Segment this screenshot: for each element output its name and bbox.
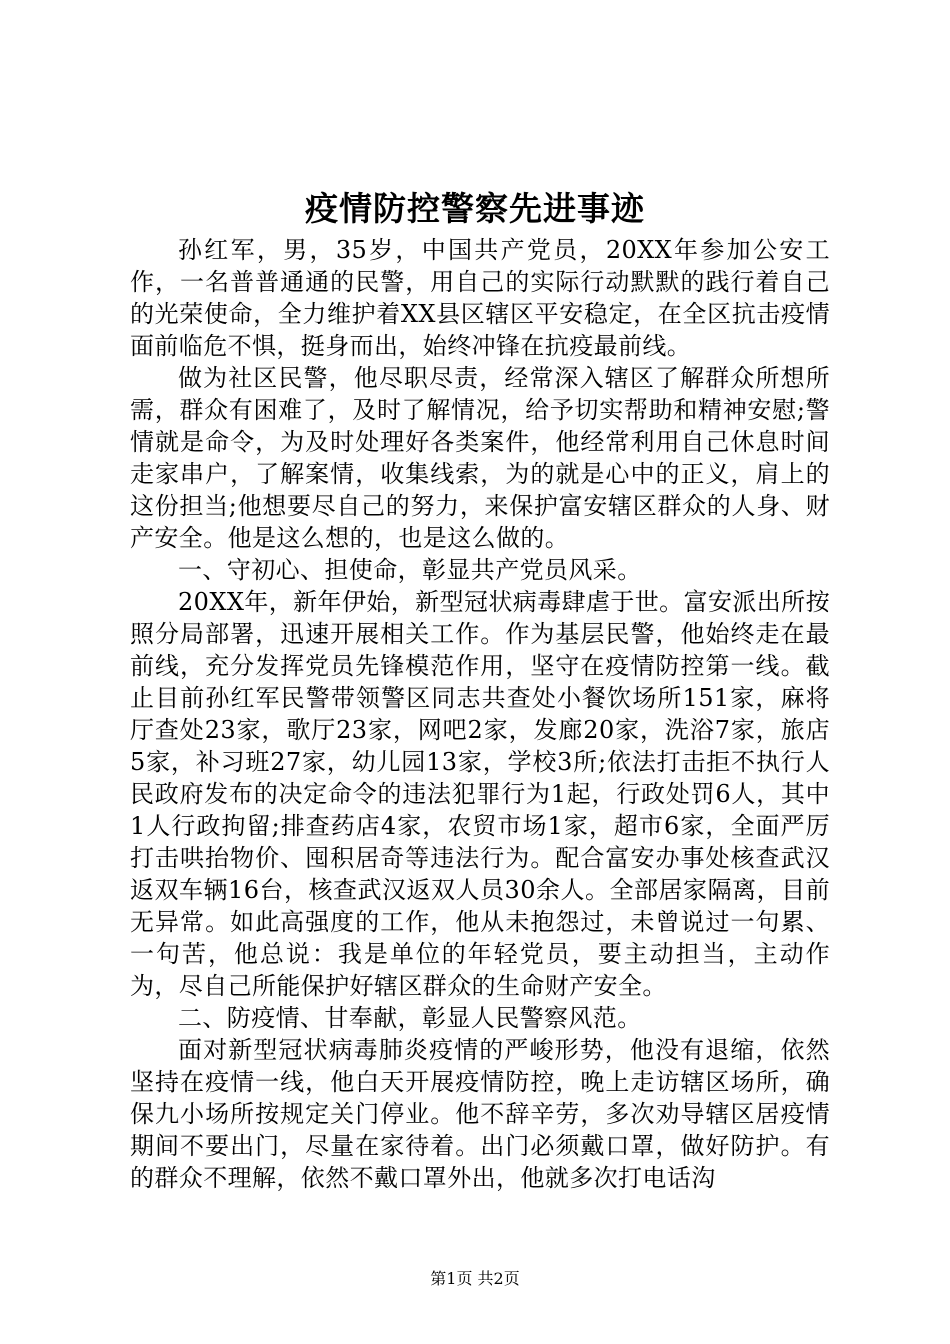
paragraph-intro: 孙红军，男，35岁，中国共产党员，20XX年参加公安工作，一名普普通通的民警，用自己的实际行动默默的践行着自己的光荣使命，全力维护着XX县区辖区平安稳定，在全区抗击疫情面前临危不惧，挺身而出，始终冲锋在抗疫最前线。	[130, 236, 830, 360]
paragraph-epidemic-work: 20XX年，新年伊始，新型冠状病毒肆虐于世。富安派出所按照分局部署，迅速开展相关工作。作为基层民警，他始终走在最前线，充分发挥党员先锋模范作用，坚守在疫情防控第一线。截止目前孙红军民警带领警区同志共查处小餐饮场所151家，麻将厅查处23家，歌厅23家，网吧2家，发廊20家，洗浴7家，旅店5家，补习班27家，幼儿园13家，学校3所;依法打击拒不执行人民政府发布的决定命令的违法犯罪行为1起，行政处罚6人，其中1人行政拘留;排查药店4家，农贸市场1家，超市6家，全面严厉打击哄抬物价、囤积居奇等违法行为。配合富安办事处核查武汉返双车辆16台，核查武汉返双人员30余人。全部居家隔离，目前无异常。如此高强度的工作，他从未抱怨过，未曾说过一句累、一句苦，他总说：我是单位的年轻党员，要主动担当，主动作为，尽自己所能保护好辖区群众的生命财产安全。	[130, 588, 830, 1000]
paragraph-prevention: 面对新型冠状病毒肺炎疫情的严峻形势，他没有退缩，依然坚持在疫情一线，他白天开展疫情防控，晚上走访辖区场所，确保九小场所按规定关门停业。他不辞辛劳，多次劝导辖区居疫情期间不要出门，尽量在家待着。出门必须戴口罩，做好防护。有的群众不理解，依然不戴口罩外出，他就多次打电话沟	[130, 1036, 830, 1192]
section-heading-2: 二、防疫情、甘奉献，彰显人民警察风范。	[178, 1004, 642, 1032]
section-heading-1: 一、守初心、担使命，彰显共产党员风采。	[178, 556, 642, 584]
paragraph-duty: 做为社区民警，他尽职尽责，经常深入辖区了解群众所想所需，群众有困难了，及时了解情况，给予切实帮助和精神安慰;警情就是命令，为及时处理好各类案件，他经常利用自己休息时间走家串户，了解案情，收集线索，为的就是心中的正义，肩上的这份担当;他想要尽自己的努力，来保护富安辖区群众的人身、财产安全。他是这么想的，也是这么做的。	[130, 364, 830, 552]
page-number-footer: 第1页 共2页	[430, 1269, 520, 1288]
document-body	[130, 234, 830, 1194]
document-title: 疫情防控警察先进事迹	[305, 189, 645, 228]
